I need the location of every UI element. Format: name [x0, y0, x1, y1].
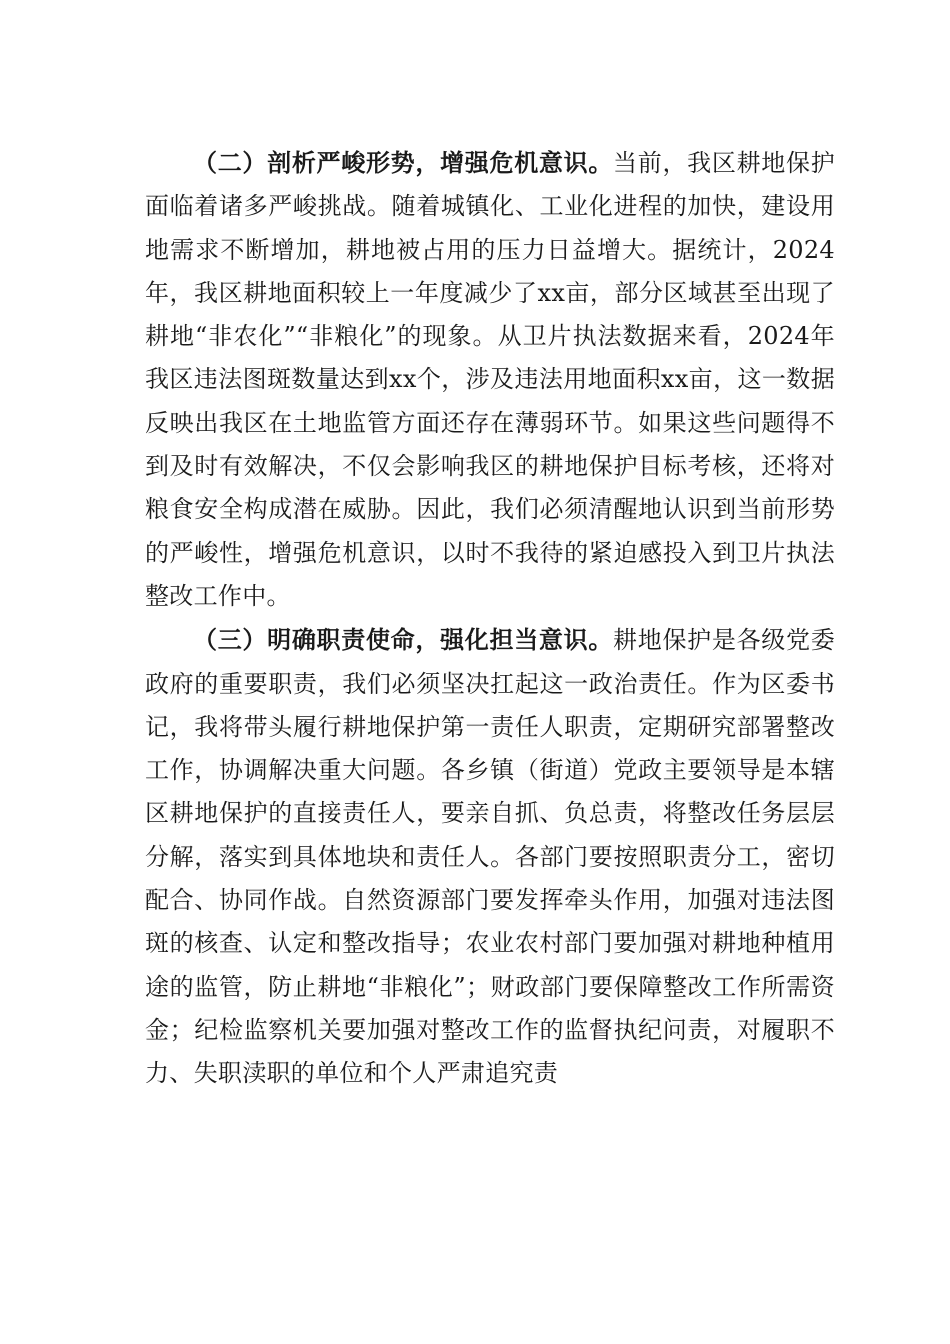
section-heading: （二）剖析严峻形势，增强危机意识。 — [193, 148, 614, 177]
document-body — [145, 141, 835, 1096]
section-heading: （三）明确职责使命，强化担当意识。 — [193, 625, 614, 655]
paragraph-text: 当前，我区耕地保护面临着诸多严峻挑战。随着城镇化、工业化进程的加快，建设用地需求不断增加，耕地被占用的压力日益增大。据统计，2024年，我区耕地面积较上一年度减少了xx亩，部分区域甚至出现了耕地“非农化”“非粮化”的现象。从卫片执法数据来看，2024年我区违法图斑数量达到xx个，涉及违法用地面积xx亩，这一数据反映出我区在土地监管方面还存在薄弱环节。如果这些问题得不到及时有效解决，不仅会影响我区的耕地保护目标考核，还将对粮食安全构成潜在威胁。因此，我们必须清醒地认识到当前形势的严峻性，增强危机意识，以时不我待的紧迫感投入到卫片执法整改工作中。 — [145, 149, 835, 610]
paragraph-section-two — [145, 141, 835, 618]
paragraph-section-three — [145, 618, 835, 1095]
paragraph-text: 耕地保护是各级党委政府的重要职责，我们必须坚决扛起这一政治责任。作为区委书记，我将带头履行耕地保护第一责任人职责，定期研究部署整改工作，协调解决重大问题。各乡镇（街道）党政主要领导是本辖区耕地保护的直接责任人，要亲自抓、负总责，将整改任务层层分解，落实到具体地块和责任人。各部门要按照职责分工，密切配合、协同作战。自然资源部门要发挥牵头作用，加强对违法图斑的核查、认定和整改指导；农业农村部门要加强对耕地种植用途的监管，防止耕地“非粮化”；财政部门要保障整改工作所需资金；纪检监察机关要加强对整改工作的监督执纪问责，对履职不力、失职渎职的单位和个人严肃追究责 — [145, 626, 835, 1088]
